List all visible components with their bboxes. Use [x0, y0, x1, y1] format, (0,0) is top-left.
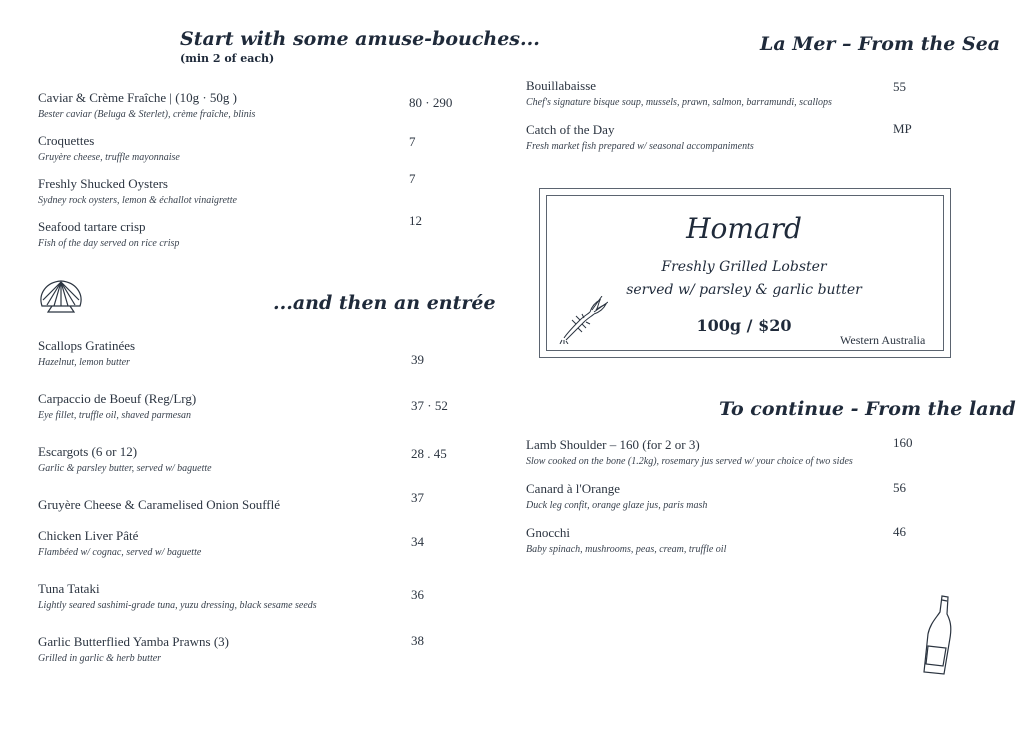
- menu-item: [38, 176, 237, 206]
- item-desc: Duck leg confit, orange glaze jus, paris mash: [526, 500, 708, 511]
- item-name: Catch of the Day: [526, 122, 615, 137]
- menu-item: [38, 581, 317, 611]
- item-desc: Eye fillet, truffle oil, shaved parmesan: [38, 410, 192, 421]
- item-desc: Chef's signature bisque soup, mussels, prawn, salmon, barramundi, scallops: [526, 97, 832, 108]
- special-line-1: Freshly Grilled Lobster: [661, 259, 827, 275]
- menu-item: [38, 634, 229, 664]
- menu-item: [38, 219, 179, 249]
- menu-item: [526, 525, 726, 555]
- item-price: 36: [411, 587, 424, 602]
- item-name: Freshly Shucked Oysters: [38, 176, 168, 191]
- item-price: 12: [409, 213, 422, 228]
- item-desc: Lightly seared sashimi-grade tuna, yuzu dressing, black sesame seeds: [38, 600, 317, 611]
- item-desc: Gruyère cheese, truffle mayonnaise: [38, 152, 180, 163]
- scallop-shell-icon: [36, 276, 86, 316]
- item-name: Gruyère Cheese & Caramelised Onion Soufflé: [38, 497, 280, 512]
- item-desc: Hazelnut, lemon butter: [38, 357, 130, 368]
- item-desc: Grilled in garlic & herb butter: [38, 653, 162, 664]
- menu-item: [38, 90, 255, 120]
- item-price: 39: [411, 352, 424, 367]
- item-price: 34: [411, 534, 424, 549]
- item-name: Seafood tartare crisp: [38, 219, 146, 234]
- item-name: Bouillabaisse: [526, 78, 597, 93]
- item-desc: Sydney rock oysters, lemon & échallot vinaigrette: [38, 195, 237, 206]
- item-price: MP: [893, 121, 912, 136]
- item-name: Caviar & Crème Fraîche | (10g · 50g ): [38, 90, 237, 105]
- item-name: Garlic Butterflied Yamba Prawns (3): [38, 634, 229, 649]
- item-desc: Slow cooked on the bone (1.2kg), rosemary jus served w/ your choice of two sides: [526, 456, 853, 467]
- item-desc: Fresh market fish prepared w/ seasonal accompaniments: [526, 141, 754, 152]
- item-price: 46: [893, 524, 906, 539]
- item-price: 38: [411, 633, 424, 648]
- menu-item: [38, 528, 201, 558]
- item-name: Scallops Gratinées: [38, 338, 136, 353]
- menu-item: [38, 133, 180, 163]
- lobster-icon: [556, 296, 608, 344]
- item-price: 37: [411, 490, 424, 505]
- item-desc: Bester caviar (Beluga & Sterlet), crème fraîche, blinis: [38, 109, 256, 120]
- item-desc: Baby spinach, mushrooms, peas, cream, truffle oil: [526, 544, 727, 555]
- amuse-subheading: (min 2 of each): [180, 52, 275, 65]
- item-price: 160: [893, 435, 913, 450]
- item-price: 55: [893, 79, 906, 94]
- menu-item: [38, 338, 135, 368]
- menu-item: [526, 78, 832, 108]
- item-name: Croquettes: [38, 133, 95, 148]
- item-name: Lamb Shoulder – 160 (for 2 or 3): [526, 437, 700, 452]
- amuse-heading: Start with some amuse-bouches...: [180, 28, 540, 50]
- special-line-2: served w/ parsley & garlic butter: [626, 282, 862, 298]
- menu-item: [526, 122, 754, 152]
- entree-heading: ...and then an entrée: [273, 292, 496, 314]
- menu-item: [38, 391, 196, 421]
- menu-item: [526, 481, 707, 511]
- item-price: 80 · 290: [409, 95, 453, 110]
- menu-item: [38, 444, 212, 474]
- item-price: 56: [893, 480, 906, 495]
- special-title: Homard: [686, 212, 802, 245]
- item-price: 28 . 45: [411, 446, 447, 461]
- item-desc: Flambéed w/ cognac, served w/ baguette: [38, 547, 202, 558]
- sea-heading: La Mer – From the Sea: [760, 33, 1001, 55]
- item-name: Carpaccio de Boeuf (Reg/Lrg): [38, 391, 197, 406]
- item-price: 7: [409, 171, 416, 186]
- item-name: Tuna Tataki: [38, 581, 100, 596]
- wine-bottle-icon: [918, 594, 958, 678]
- special-price: 100g / $20: [696, 316, 792, 335]
- item-name: Escargots (6 or 12): [38, 444, 138, 459]
- menu-item: [38, 497, 280, 513]
- menu-item: [526, 437, 853, 467]
- special-origin: Western Australia: [840, 333, 926, 347]
- item-name: Gnocchi: [526, 525, 571, 540]
- item-price: 7: [409, 134, 416, 149]
- land-heading: To continue - From the land: [719, 398, 1016, 420]
- item-desc: Garlic & parsley butter, served w/ baguette: [38, 463, 212, 474]
- item-name: Canard à l'Orange: [526, 481, 621, 496]
- item-desc: Fish of the day served on rice crisp: [38, 238, 180, 249]
- item-price: 37 · 52: [411, 398, 448, 413]
- item-name: Chicken Liver Pâté: [38, 528, 139, 543]
